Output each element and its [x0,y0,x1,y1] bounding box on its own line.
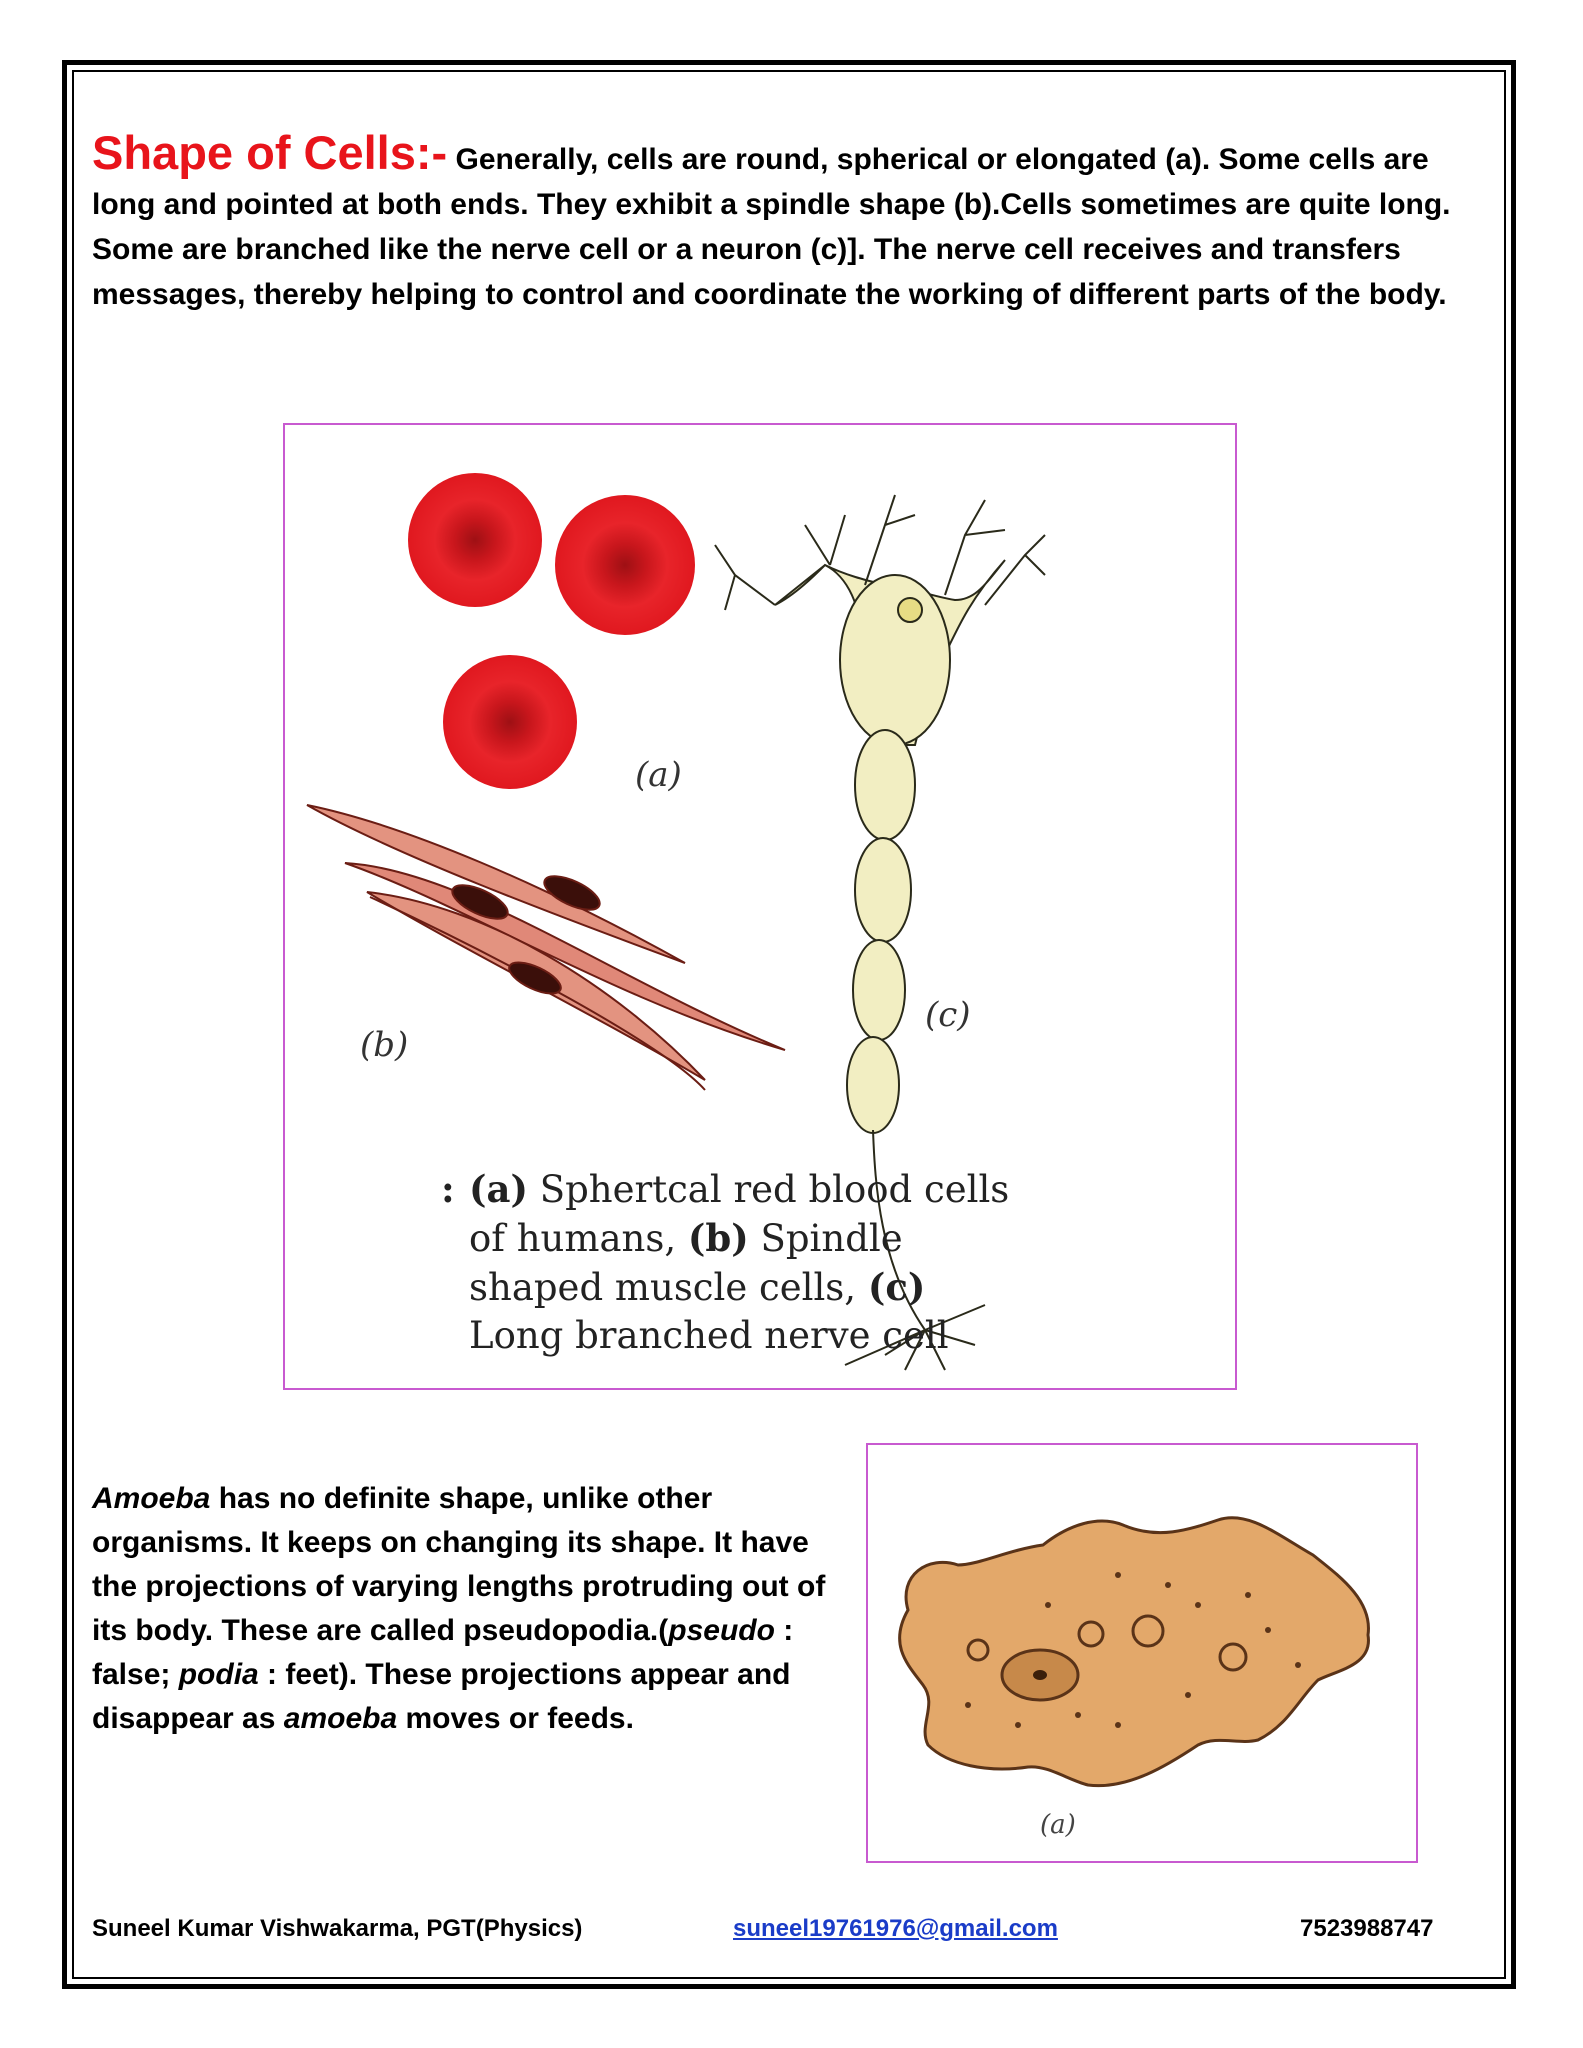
caption-key-a: (a) [469,1167,528,1211]
neuron-nucleus [898,598,922,622]
label-b: (b) [360,1025,409,1065]
amoeba-name-2: amoeba [283,1702,398,1735]
amoeba-name: Amoeba [92,1482,211,1515]
amoeba-text-1: has no definite shape, unlike other organisms. It keeps on changing its shape. It have the projections of varying lengths protruding out of its body. These are called pseudopodia.( [92,1482,826,1647]
rbc-group [408,473,695,789]
label-a: (a) [635,755,682,795]
red-blood-cell [443,655,577,789]
footer-author: Suneel Kumar Vishwakarma, PGT(Physics) [92,1915,583,1942]
myelin-segment [855,730,915,840]
caption-text-c: Long branched nerve cell [469,1314,949,1357]
intro-text: Generally, cells are round, spherical or elongated (a). Some cells are long and pointed at both ends. They exhibit a spindle shape (b).Cells sometimes are quite long. Some are branched like the nerve cell or a neuron (c)]. The nerve cell receives and transfers messages, thereby helping to control and coordinate the working of different parts of the body. [92,143,1451,311]
podia-term: podia [178,1658,259,1691]
amoeba-text-3: : feet). These projections appear and disappear as [92,1658,791,1735]
caption-text-b: Spindle shaped muscle cells, [469,1217,903,1309]
neuron-soma [840,575,950,745]
amoeba-label: (a) [1040,1810,1076,1840]
amoeba-paragraph [92,1477,852,1741]
red-blood-cell [408,473,542,607]
amoeba-text-4: moves or feeds. [397,1702,634,1735]
footer-email-link[interactable]: suneel19761976@gmail.com [733,1915,1058,1942]
amoeba-figure [866,1443,1418,1863]
caption-key-b: (b) [687,1216,749,1260]
myelin-segment [855,838,911,942]
caption-key-c: (c) [867,1265,926,1309]
intro-paragraph [92,126,1492,317]
caption-colon: : [441,1167,455,1211]
figure1-caption [441,1165,1029,1360]
red-blood-cell [555,495,695,635]
cell-shapes-figure [283,423,1237,1390]
myelin-segment [847,1037,899,1133]
myelin-segment [853,940,905,1040]
label-c: (c) [925,995,971,1035]
footer-phone: 7523988747 [1300,1915,1434,1942]
amoeba-text-2: : false; [92,1614,794,1691]
section-heading: Shape of Cells:- [92,126,448,179]
pseudo-term: pseudo [668,1614,775,1647]
amoeba-body [900,1518,1369,1786]
caption-text-a: Sphertcal red blood cells of humans, [469,1168,1010,1260]
footer-email-wrapper [733,1915,1058,1943]
amoeba-nucleolus [1033,1670,1047,1680]
amoeba-illustration [868,1445,1416,1861]
